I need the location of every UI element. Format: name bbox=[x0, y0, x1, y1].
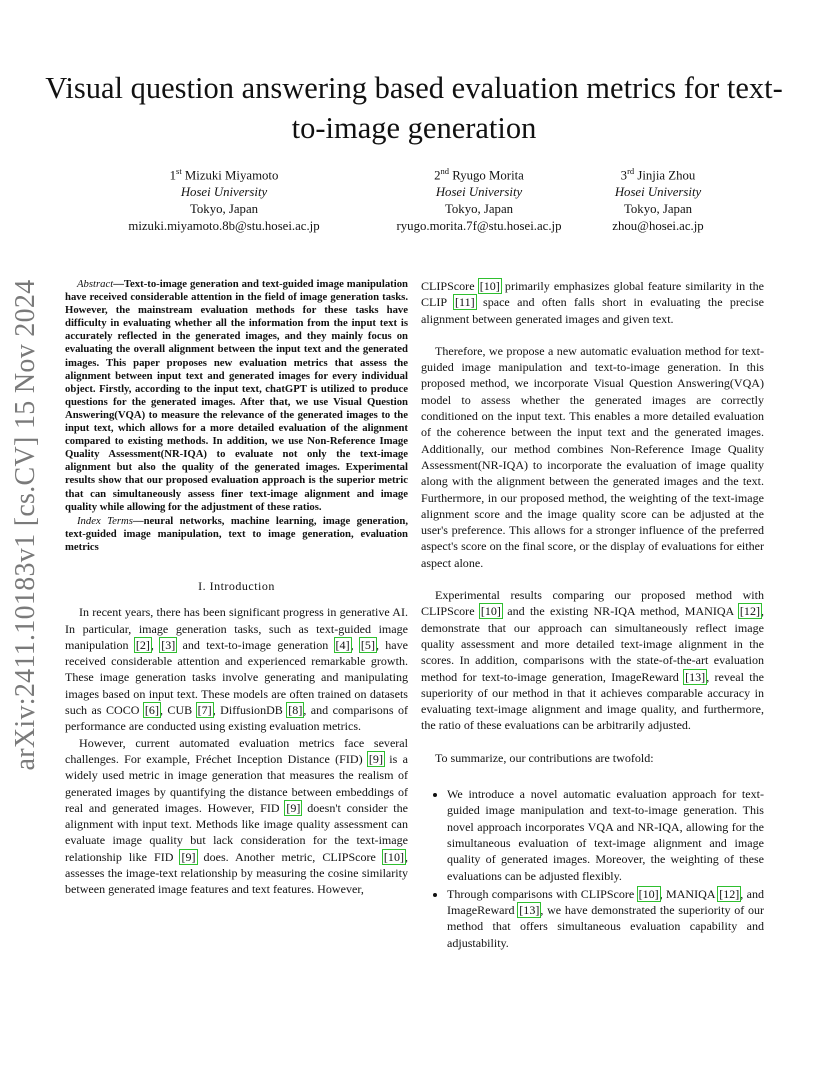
citation-link[interactable]: [9] bbox=[286, 800, 301, 815]
citation-link[interactable]: [10] bbox=[479, 279, 500, 293]
body-paragraph: To summarize, our contributions are twofold: bbox=[435, 750, 654, 765]
paper-title: Visual question answering based evaluation metrics for text-to-image generation bbox=[45, 71, 783, 145]
abstract-label: Abstract bbox=[77, 278, 114, 290]
citation-link[interactable]: [11] bbox=[455, 295, 475, 310]
citation-link[interactable]: [10] bbox=[383, 849, 404, 864]
citation-link[interactable]: [4] bbox=[335, 637, 350, 652]
author-affiliation: Hosei University bbox=[180, 185, 268, 200]
citation-link[interactable]: [13] bbox=[685, 669, 706, 684]
index-terms-label: Index Terms bbox=[77, 514, 133, 527]
citation-link[interactable]: [10] bbox=[638, 886, 659, 901]
index-terms-text: —neural networks, machine learning, image generation, text-guided image manipulation, text to image generation, evaluation metrics bbox=[65, 514, 408, 553]
contributions-list bbox=[421, 786, 764, 951]
contribution-item: • Through comparisons with CLIPScore [10], MANIQA [12], and ImageReward [13], we have demonstrated the superiority of our method that offers simultaneous evaluation capability and adjustability. bbox=[447, 886, 764, 951]
intro-left-body bbox=[65, 604, 408, 897]
right-column bbox=[421, 278, 764, 953]
section-heading: I. Introduction bbox=[198, 578, 275, 593]
left-column bbox=[65, 278, 408, 898]
author-name: 2nd Ryugo Morita bbox=[434, 166, 524, 183]
body-paragraph: Experimental results comparing our proposed method with CLIPScore [10] and the existing NR-IQA method, MANIQA [12], demonstrate that our approach can simultaneously reflect image quality assessment and more detailed text-image alignment in the scores. In addition, comparisons with the state-of-the-art evaluation method for text-to-image generation, ImageReward [13], reveal the superiority of our method in that it achieves comparable accuracy in evaluating text-image alignment and image quality, and furthermore, the ratio of these evaluations can be arbitrarily adjusted. bbox=[421, 588, 765, 733]
author-block-1 bbox=[110, 163, 338, 235]
index-terms bbox=[65, 515, 408, 554]
citation-link[interactable]: [8] bbox=[288, 703, 303, 718]
author-affiliation: Hosei University bbox=[435, 185, 523, 200]
author-email: zhou@hosei.ac.jp bbox=[612, 219, 704, 234]
author-name: 1st Mizuki Miyamoto bbox=[169, 166, 279, 183]
abstract bbox=[65, 278, 408, 514]
citation-link[interactable]: [10] bbox=[480, 604, 501, 619]
arxiv-stamp bbox=[3, 279, 49, 771]
citation-link[interactable]: [12] bbox=[739, 604, 760, 619]
author-name: 3rd Jinjia Zhou bbox=[620, 166, 696, 183]
author-email: mizuki.miyamoto.8b@stu.hosei.ac.jp bbox=[128, 219, 320, 234]
citation-link[interactable]: [2] bbox=[135, 637, 150, 652]
author-block-3 bbox=[594, 163, 722, 235]
author-affiliation: Hosei University bbox=[614, 185, 702, 200]
arxiv-identifier: arXiv:2411.10183v1 [cs.CV] 15 Nov 2024 bbox=[10, 279, 41, 771]
intro-right-body bbox=[421, 278, 764, 766]
citation-link[interactable]: [13] bbox=[519, 903, 540, 918]
citation-link[interactable]: [9] bbox=[181, 849, 196, 864]
body-paragraph: Therefore, we propose a new automatic evaluation method for text-guided image manipulation and text-to-image generation. In this proposed method, we incorporate Visual Question Answering(VQA) model to assess whether the generated images are correctly conditioned on the input text. This enables a more detailed evaluation of the coherence between the input text and the generated images. Additionally, our method combines Non-Reference Image Quality Assessment(NR-IQA) to incorporate the evaluation of image quality along with the alignment between the generated images and the text. Furthermore, in our proposed method, the weighting of the text-image alignment score and the image quality score can be adjusted at the user's preference. This allows for a stronger influence of the preferred aspect's score on the final score, or the display of evaluations for either aspect alone. bbox=[421, 343, 764, 570]
citation-link[interactable]: [9] bbox=[368, 751, 383, 766]
citation-link[interactable]: [12] bbox=[719, 886, 740, 901]
citation-link[interactable]: [5] bbox=[360, 637, 375, 652]
body-paragraph: However, current automated evaluation metrics face several challenges. For example, Fréchet Inception Distance (FID) [9] is a widely used metric in image generation that measures the realism of generated images by quantifying the distance between embeddings of real and generated images. However, FID [9] doesn't consider the alignment with input text. Methods like image quality assessment can evaluate image quality but lack consideration for the text-image relationship like FID [9] does. Another metric, CLIPScore [10], assesses the image-text relationship by measuring the cosine similarity between generated image features and text features. However, bbox=[65, 735, 409, 897]
author-email: ryugo.morita.7f@stu.hosei.ac.jp bbox=[396, 219, 562, 234]
citation-link[interactable]: [7] bbox=[197, 703, 212, 718]
author-location: Tokyo, Japan bbox=[444, 202, 514, 217]
author-block-2 bbox=[364, 163, 594, 235]
author-location: Tokyo, Japan bbox=[189, 202, 259, 217]
contribution-item: • We introduce a novel automatic evaluation approach for text-guided image manipulation and text-to-image generation. This novel approach incorporates VQA and NR-IQA, allowing for the simultaneous evaluation of text-image alignment and image quality of generated images. Moreover, the weighting of these evaluations can be adjusted flexibly. bbox=[447, 786, 764, 884]
body-paragraph: CLIPScore [10] primarily emphasizes global feature similarity in the CLIP [11] space and often falls short in evaluating the precise alignment between generated images and given text. bbox=[421, 279, 765, 326]
author-location: Tokyo, Japan bbox=[623, 202, 693, 217]
abstract-text: —Text-to-image generation and text-guided image manipulation have received considerable attention in the field of image generation tasks. However, the mainstream evaluation methods for these tasks have difficulty in evaluating whether all the information from the input text is accurately reflected in the generated images, and they mainly focus on evaluating the overall alignment between the input text and the generated images. This paper proposes new evaluation metrics that assess the alignment between input text and generated images for every individual object. Firstly, according to the input text, chatGPT is utilized to produce questions for the generated images. After that, we use Visual Question Answering(VQA) to measure the relevance of the generated images to the input text, which allows for a more detailed evaluation of the alignment compared to existing methods. In addition, we use Non-Reference Image Quality Assessment(NR-IQA) to evaluate not only the text-image alignment but also the quality of the generated images. Experimental results show that our proposed evaluation approach is the superior metric that can simultaneously assess finer text-image alignment and image quality while allowing for the adjustment of these ratios. bbox=[65, 278, 408, 513]
citation-link[interactable]: [3] bbox=[161, 637, 176, 652]
citation-link[interactable]: [6] bbox=[144, 703, 159, 718]
body-paragraph: In recent years, there has been significant progress in generative AI. In particular, image generation tasks, such as text-guided image manipulation [2], [3] and text-to-image generation [4], [5], have received considerable attention and experienced remarkable growth. These image generation tasks involve generating and manipulating images based on input text. These models are often trained on datasets such as COCO [6], CUB [7], DiffusionDB [8], and comparisons of performance are conducted using existing evaluation metrics. bbox=[65, 605, 408, 734]
